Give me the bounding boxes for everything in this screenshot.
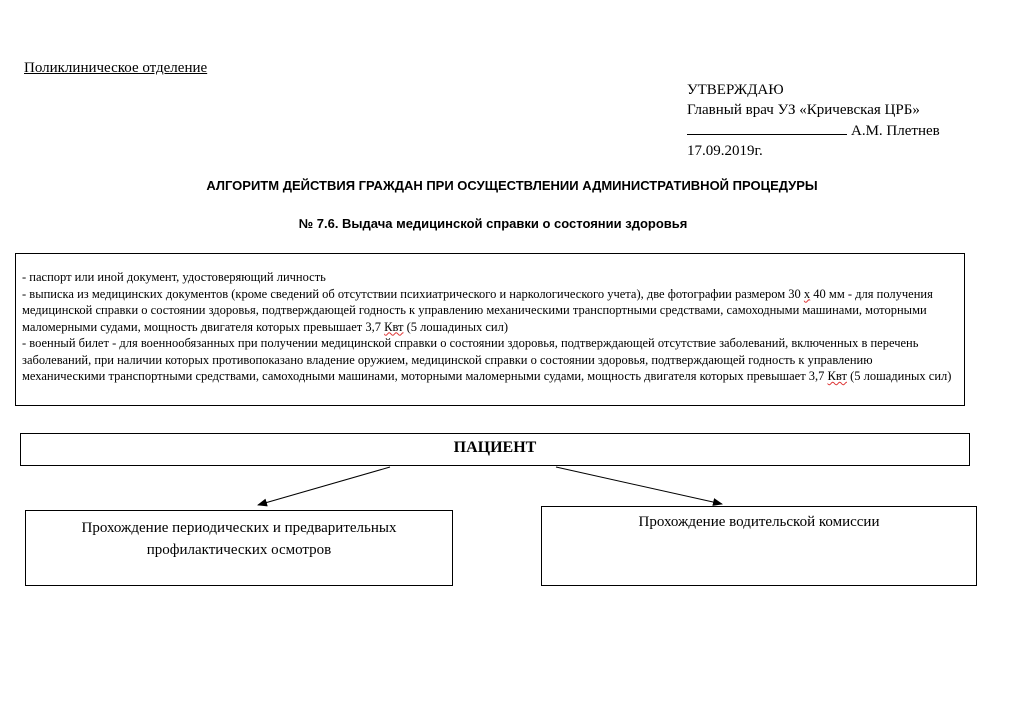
preventive-exams-box: Прохождение периодических и предварительных профилактических осмотров [25, 510, 453, 586]
approve-title: УТВЕРЖДАЮ [687, 82, 784, 98]
document-item-text: - военный билет - для военнообязанных при получении медицинской справки о состоянии здоровья, подтверждающей отсутствие заболеваний, включенных в перечень заболеваний, при наличии которых противопоказано владение оружием, медицинской справки о состоянии здоровья, подтверждающей годность к управлению механическими транспортными средствами, самоходными машинами, моторными маломерными судами, мощность двигателя которых превышает 3,7 [22, 336, 919, 383]
spellcheck-word: Квт [384, 319, 404, 334]
arrow-to-right-box [556, 467, 722, 504]
spellcheck-word: х [803, 286, 811, 301]
approve-position: Главный врач УЗ «Кричевская ЦРБ» [687, 102, 920, 118]
document-item-text: 40 мм - для получения медицинской справки о состоянии здоровья, подтверждающей годность к управлению механическими транспортными средствами, самоходными машинами, моторными маломерными судами, мощность двигателя которых превышает 3,7 [22, 286, 933, 334]
patient-box: ПАЦИЕНТ [20, 433, 970, 466]
document-item-text: (5 лошадиных сил) [403, 319, 508, 334]
document-item-text: - выписка из медицинских документов (кроме сведений об отсутствии психиатрического и наркологического учета), две фотографии размером 30 [22, 286, 804, 301]
document-item-passport: - паспорт или иной документ, удостоверяющий личность [22, 270, 326, 284]
arrow-to-left-box [258, 467, 390, 505]
procedure-subtitle: № 7.6. Выдача медицинской справки о состоянии здоровья [298, 216, 688, 231]
spellcheck-word: Квт [827, 369, 847, 383]
approve-name: А.М. Плетнев [851, 123, 940, 139]
document-item-text: (5 лошадиных сил) [846, 369, 952, 383]
approve-date: 17.09.2019г. [687, 143, 763, 159]
department-label: Поликлиническое отделение [24, 60, 208, 76]
driver-commission-box: Прохождение водительской комиссии [541, 506, 977, 586]
document-title: АЛГОРИТМ ДЕЙСТВИЯ ГРАЖДАН ПРИ ОСУЩЕСТВЛЕНИИ АДМИНИСТРАТИВНОЙ ПРОЦЕДУРЫ [206, 178, 818, 193]
